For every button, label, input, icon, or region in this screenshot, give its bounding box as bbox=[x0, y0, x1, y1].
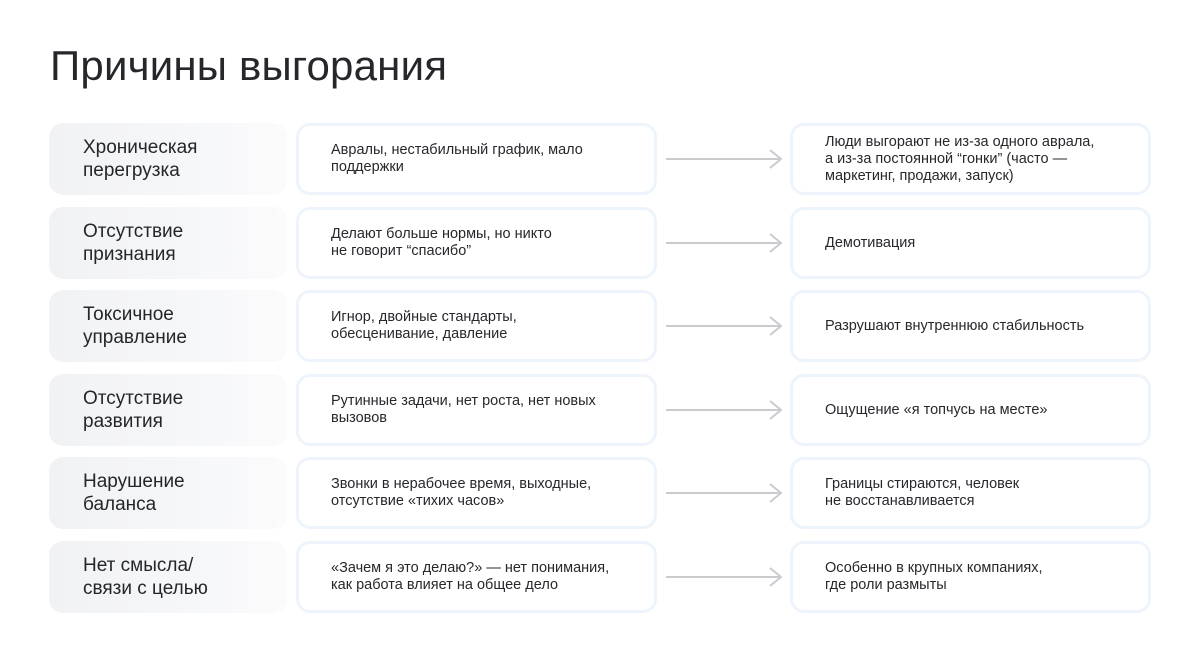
cause-label-box bbox=[49, 541, 287, 613]
effect-card bbox=[790, 123, 1151, 195]
cause-row bbox=[0, 541, 1200, 613]
description-card bbox=[296, 207, 657, 279]
cause-label-box bbox=[49, 457, 287, 529]
effect-text: Границы стираются, человек не восстанавливается bbox=[825, 476, 1020, 509]
description-text: Звонки в нерабочее время, выходные, отсутствие «тихих часов» bbox=[331, 476, 592, 509]
cause-row bbox=[0, 290, 1200, 362]
cause-label-box bbox=[49, 207, 287, 279]
arrow-right-icon bbox=[664, 314, 784, 338]
cause-row bbox=[0, 457, 1200, 529]
description-card bbox=[296, 290, 657, 362]
arrow-right-icon bbox=[664, 565, 784, 589]
arrow-right-icon bbox=[664, 231, 784, 255]
description-text: Делают больше нормы, но никто не говорит “спасибо” bbox=[331, 226, 552, 259]
description-card bbox=[296, 123, 657, 195]
effect-text: Разрушают внутреннюю стабильность bbox=[825, 317, 1085, 334]
effect-text: Демотивация bbox=[825, 234, 916, 251]
effect-card bbox=[790, 290, 1151, 362]
cause-label: Хроническая перегрузка bbox=[83, 137, 198, 181]
cause-row bbox=[0, 207, 1200, 279]
description-card bbox=[296, 457, 657, 529]
cause-label: Отсутствие признания bbox=[83, 221, 184, 265]
cause-label: Нарушение баланса bbox=[83, 471, 185, 515]
description-text: Авралы, нестабильный график, мало поддержки bbox=[331, 142, 583, 175]
effect-card bbox=[790, 457, 1151, 529]
effect-card bbox=[790, 374, 1151, 446]
cause-label: Токсичное управление bbox=[83, 304, 187, 348]
cause-label-box bbox=[49, 123, 287, 195]
effect-text: Люди выгорают не из-за одного аврала, а из-за постоянной “гонки” (часто — маркетинг, продажи, запуск) bbox=[825, 133, 1095, 184]
description-text: Игнор, двойные стандарты, обесценивание, давление bbox=[331, 309, 517, 342]
arrow-right-icon bbox=[664, 481, 784, 505]
effect-text: Ощущение «я топчусь на месте» bbox=[825, 401, 1048, 418]
description-text: Рутинные задачи, нет роста, нет новых вызовов bbox=[331, 393, 596, 426]
effect-card bbox=[790, 541, 1151, 613]
arrow-right-icon bbox=[664, 147, 784, 171]
page-title: Причины выгорания bbox=[50, 42, 448, 89]
cause-label: Отсутствие развития bbox=[83, 388, 184, 432]
arrow-right-icon bbox=[664, 398, 784, 422]
cause-row bbox=[0, 374, 1200, 446]
description-card bbox=[296, 541, 657, 613]
effect-card bbox=[790, 207, 1151, 279]
effect-text: Особенно в крупных компаниях, где роли размыты bbox=[825, 560, 1043, 593]
cause-label-box bbox=[49, 290, 287, 362]
description-text: «Зачем я это делаю?» — нет понимания, как работа влияет на общее дело bbox=[331, 560, 610, 593]
cause-row bbox=[0, 123, 1200, 195]
description-card bbox=[296, 374, 657, 446]
cause-label-box bbox=[49, 374, 287, 446]
cause-label: Нет смысла/ связи с целью bbox=[83, 555, 208, 599]
